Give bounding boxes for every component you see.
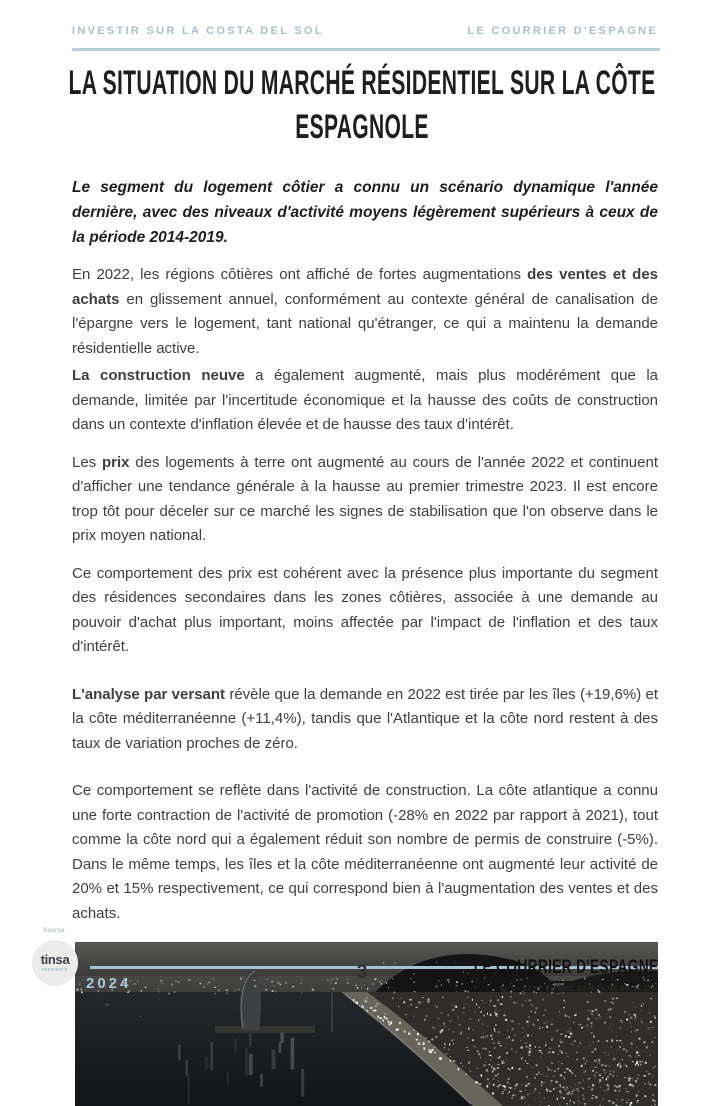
paragraph-coastal-analysis: L'analyse par versant révèle que la demande en 2022 est tirée par les îles (+19,6%) et la côte méditerranéenne (+11,4%), tandis que l'Atlantique et la côte nord restent à des taux de variation proches de zéro. — [72, 683, 658, 757]
paragraph-prices: Les prix des logements à terre ont augmenté au cours de l'année 2022 et continuent d'afficher une tendance générale à la hausse au premier trimestre 2023. Il est encore trop tôt pour déceler sur ce marché les signes de stabilisation que l'on observe dans le prix moyen national. — [72, 451, 658, 549]
courrier-tagline: EL 1er MEDIO ESPAÑOL EN FRANCÉS-DESDE 2004 — [473, 981, 658, 993]
page-title — [52, 61, 672, 149]
paragraph-sales: En 2022, les régions côtières ont affiché de fortes augmentations des ventes et des achats en glissement annuel, conformément au contexte général de canalisation de l'épargne vers le logement, tant national qu'étranger, ce qui a maintenu la demande résidentielle active. — [72, 263, 658, 361]
title-area — [0, 51, 724, 159]
intro-paragraph: Le segment du logement côtier a connu un scénario dynamique l'année dernière, avec des niveaux d'activité moyens légèrement supérieurs à ceux de la période 2014-2019. — [72, 175, 658, 250]
header-right-label: LE COURRIER D'ESPAGNE — [467, 25, 658, 37]
courrier-wordmark: LE COURRIER D'ESPAGNE — [473, 957, 658, 979]
tinsa-logo-word: tinsa — [41, 954, 70, 966]
page-title-line1: LA SITUATION DU MARCHÉ RÉSIDENTIEL SUR LA CÔTE — [52, 61, 672, 105]
courrier-despagne-logo — [473, 957, 658, 993]
paragraph-secondary-homes: Ce comportement des prix est cohérent avec la présence plus importante du segment des résidences secondaires dans les zones côtières, associée à une demande au pouvoir d'achat plus important, moins affectée par l'impact de l'inflation et des taux d'intérêt. — [72, 562, 658, 660]
page-title-line2: ESPAGNOLE — [52, 105, 672, 149]
source-label: Source — [30, 928, 78, 934]
footer-year: 2024 — [86, 975, 131, 992]
page-number: 3 — [0, 962, 724, 984]
paragraph-promotion-activity: Ce comportement se reflète dans l'activité de construction. La côte atlantique a connu une forte contraction de l'activité de promotion (-28% en 2022 par rapport à 2021), tout comme la côte nord qui a également réduit son nombre de permis de construire (-5%). Dans le même temps, les îles et la côte méditerranéenne ont augmenté leur activité de 20% et 15% respectivement, ce qui correspond bien à l'augmentation des ventes et des achats. — [72, 779, 658, 926]
paragraph-construction: La construction neuve a également augmenté, mais plus modérément que la demande, limitée par l'incertitude économique et la hausse des coûts de construction dans un contexte d'inflation élevée et de hausse des taux d'intérêt. — [72, 364, 658, 438]
page-header — [0, 0, 724, 37]
tinsa-logo-sub: research — [42, 967, 68, 973]
header-left-label: INVESTIR SUR LA COSTA DEL SOL — [72, 25, 324, 37]
